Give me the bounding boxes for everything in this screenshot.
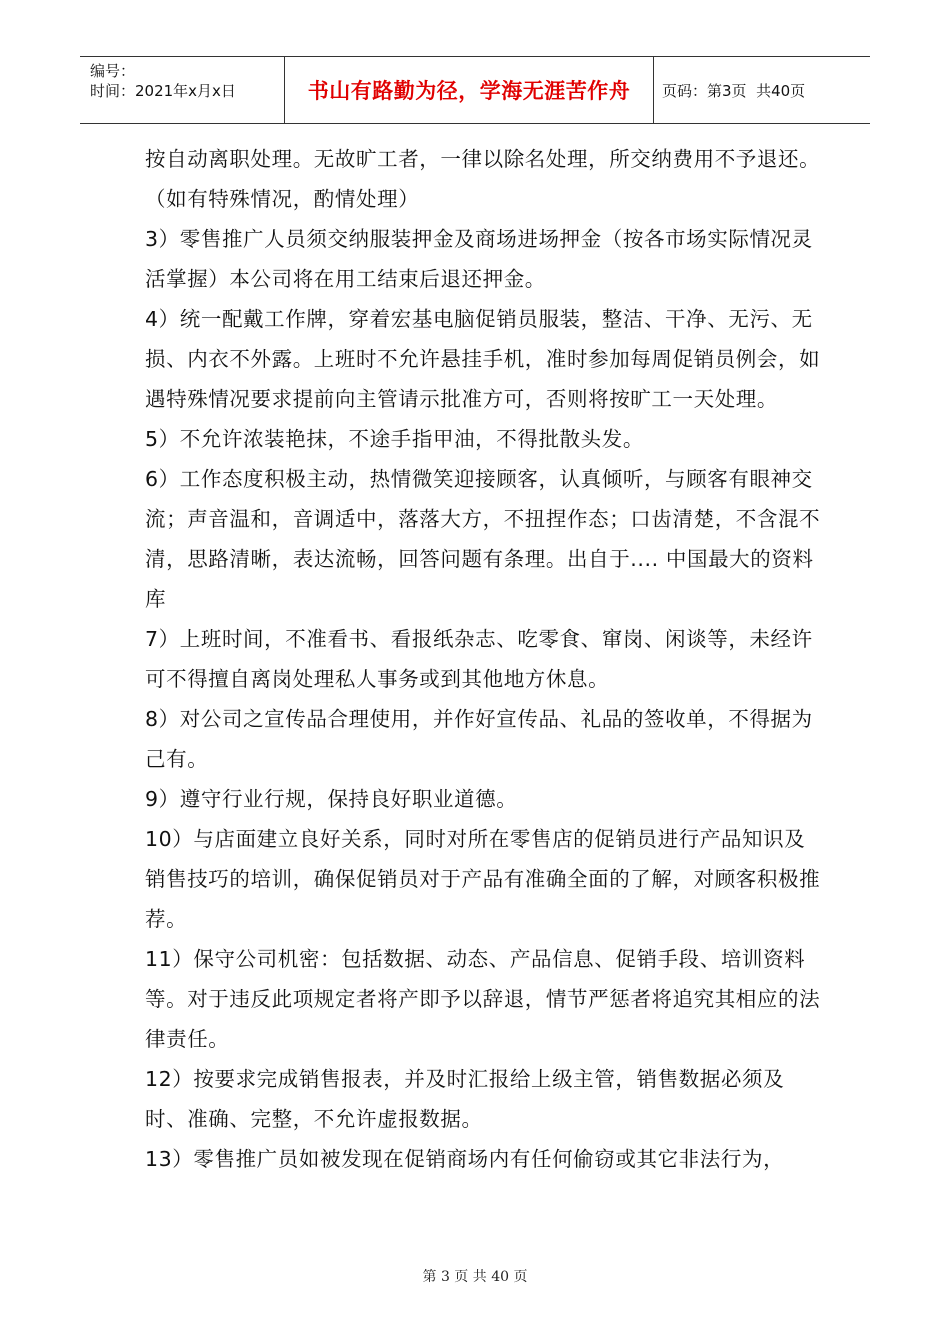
paragraph: 4）统一配戴工作牌，穿着宏基电脑促销员服装，整洁、干净、无污、无损、内衣不外露。上班时不允许悬挂手机，准时参加每周促销员例会，如遇特殊情况要求提前向主管请示批准方可，否则将按旷工一天处理。 <box>145 307 821 411</box>
header-page-info: 页码：第3页 共40页 <box>662 81 806 100</box>
document-number-label: 编号： <box>90 62 136 80</box>
document-time-label: 时间：2021年x月x日 <box>90 82 236 100</box>
paragraph: 3）零售推广人员须交纳服装押金及商场进场押金（按各市场实际情况灵活掌握）本公司将在用工结束后退还押金。 <box>145 227 813 291</box>
paragraph: 5）不允许浓装艳抹，不途手指甲油，不得批散头发。 <box>145 427 644 451</box>
header-divider <box>653 57 654 123</box>
paragraph: 7）上班时间，不准看书、看报纸杂志、吃零食、窜岗、闲谈等，未经许可不得擅自离岗处理私人事务或到其他地方休息。 <box>145 627 813 691</box>
header-meta <box>90 61 280 101</box>
document-body <box>145 139 825 1179</box>
paragraph: 11）保守公司机密：包括数据、动态、产品信息、促销手段、培训资料等。对于违反此项规定者将产即予以辞退，情节严惩者将追究其相应的法律责任。 <box>145 947 821 1051</box>
paragraph: 13）零售推广员如被发现在促销商场内有任何偷窃或其它非法行为， <box>145 1147 785 1171</box>
header-motto: 书山有路勤为径，学海无涯苦作舟 <box>307 79 631 103</box>
paragraph: 8）对公司之宣传品合理使用，并作好宣传品、礼品的签收单，不得据为己有。 <box>145 707 813 771</box>
paragraph: 按自动离职处理。无故旷工者，一律以除名处理，所交纳费用不予退还。（如有特殊情况，酌情处理） <box>145 147 821 211</box>
page-footer: 第 3 页 共 40 页 <box>422 1269 528 1285</box>
paragraph: 6）工作态度积极主动，热情微笑迎接顾客，认真倾听，与顾客有眼神交流；声音温和，音调适中，落落大方，不扭捏作态；口齿清楚，不含混不清，思路清晰，表达流畅，回答问题有条理。出自于.... 中国最大的资料库 <box>145 467 821 611</box>
page-header <box>80 56 870 124</box>
paragraph: 10）与店面建立良好关系，同时对所在零售店的促销员进行产品知识及销售技巧的培训，确保促销员对于产品有准确全面的了解，对顾客积极推荐。 <box>145 827 821 931</box>
paragraph: 12）按要求完成销售报表，并及时汇报给上级主管，销售数据必须及时、准确、完整，不允许虚报数据。 <box>145 1067 785 1131</box>
paragraph: 9）遵守行业行规，保持良好职业道德。 <box>145 787 518 811</box>
